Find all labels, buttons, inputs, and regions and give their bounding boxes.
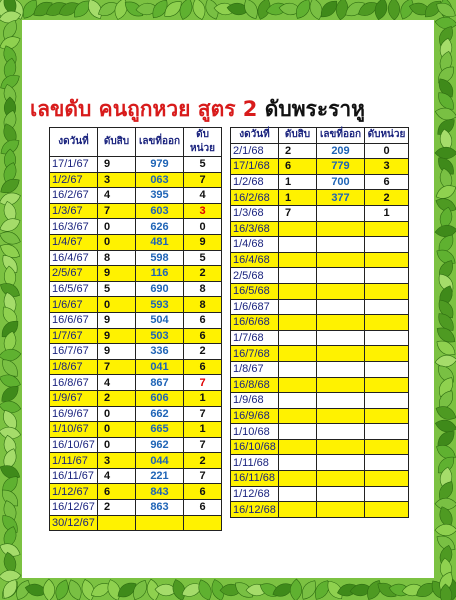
table-row (231, 408, 409, 424)
ten-cell (279, 315, 317, 331)
number-cell (317, 377, 365, 393)
ten-cell: 7 (279, 205, 317, 221)
unit-cell: 8 (184, 297, 222, 313)
unit-cell: 8 (184, 281, 222, 297)
date-cell: 16/10/68 (231, 439, 279, 455)
number-cell: 700 (317, 174, 365, 190)
number-cell (317, 486, 365, 502)
number-cell (317, 315, 365, 331)
date-cell: 1/3/68 (231, 205, 279, 221)
header-ten: ดับสิบ (98, 128, 136, 157)
ten-cell: 5 (98, 281, 136, 297)
date-cell: 1/12/67 (50, 484, 98, 500)
title-sub: ดับพระราหู (264, 97, 366, 121)
unit-cell: 7 (184, 172, 222, 188)
table-row (231, 190, 409, 206)
ten-cell: 2 (98, 500, 136, 516)
table-row (231, 424, 409, 440)
unit-cell (365, 408, 409, 424)
ten-cell: 8 (98, 250, 136, 266)
number-cell (317, 502, 365, 518)
unit-cell: 6 (365, 174, 409, 190)
date-cell: 1/10/67 (50, 422, 98, 438)
number-cell: 665 (136, 422, 184, 438)
date-cell: 16/10/67 (50, 437, 98, 453)
date-cell: 1/10/68 (231, 424, 279, 440)
ten-cell (279, 268, 317, 284)
unit-cell: 6 (184, 484, 222, 500)
table-row (50, 500, 222, 516)
table-row (50, 188, 222, 204)
table-row (50, 437, 222, 453)
unit-cell (365, 424, 409, 440)
table-row (231, 455, 409, 471)
table-row (231, 143, 409, 159)
table-row (231, 159, 409, 175)
number-cell: 336 (136, 344, 184, 360)
table-row (50, 234, 222, 250)
table-row (231, 486, 409, 502)
table-row (231, 361, 409, 377)
table-row (50, 328, 222, 344)
table-row (50, 172, 222, 188)
date-cell: 1/2/68 (231, 174, 279, 190)
right-results-table (230, 127, 409, 518)
date-cell: 17/1/68 (231, 159, 279, 175)
number-cell (317, 299, 365, 315)
number-cell (317, 221, 365, 237)
ten-cell: 0 (98, 406, 136, 422)
date-cell: 1/3/67 (50, 203, 98, 219)
table-row (50, 344, 222, 360)
unit-cell: 1 (184, 422, 222, 438)
unit-cell: 7 (184, 406, 222, 422)
table-row (231, 315, 409, 331)
table-row (50, 297, 222, 313)
ten-cell (279, 408, 317, 424)
ten-cell: 0 (98, 297, 136, 313)
ten-cell (279, 237, 317, 253)
table-row (231, 237, 409, 253)
date-cell: 17/1/67 (50, 157, 98, 173)
right-table-body (231, 143, 409, 517)
table-row (231, 330, 409, 346)
number-cell: 867 (136, 375, 184, 391)
date-cell: 16/8/68 (231, 377, 279, 393)
table-row (231, 346, 409, 362)
date-cell: 16/11/67 (50, 468, 98, 484)
unit-cell (184, 515, 222, 531)
table-row (50, 390, 222, 406)
number-cell: 662 (136, 406, 184, 422)
unit-cell: 2 (184, 266, 222, 282)
date-cell: 1/11/68 (231, 455, 279, 471)
ten-cell (279, 502, 317, 518)
page-title (30, 93, 365, 126)
number-cell (317, 330, 365, 346)
ten-cell (279, 283, 317, 299)
number-cell (317, 471, 365, 487)
date-cell: 16/3/67 (50, 219, 98, 235)
ten-cell: 6 (98, 484, 136, 500)
number-cell: 962 (136, 437, 184, 453)
number-cell: 504 (136, 312, 184, 328)
ten-cell: 9 (98, 266, 136, 282)
unit-cell: 4 (184, 188, 222, 204)
date-cell: 1/4/68 (231, 237, 279, 253)
number-cell (317, 252, 365, 268)
number-cell: 626 (136, 219, 184, 235)
table-row (50, 375, 222, 391)
unit-cell (365, 315, 409, 331)
table-row (231, 393, 409, 409)
left-results-table (49, 127, 222, 531)
table-row (50, 359, 222, 375)
ten-cell (279, 393, 317, 409)
leaf-decoration (43, 579, 55, 600)
date-cell: 1/8/67 (50, 359, 98, 375)
ten-cell: 7 (98, 359, 136, 375)
table-row (231, 268, 409, 284)
left-table-body (50, 157, 222, 531)
date-cell: 1/11/67 (50, 453, 98, 469)
unit-cell (365, 486, 409, 502)
number-cell: 063 (136, 172, 184, 188)
unit-cell (365, 471, 409, 487)
unit-cell (365, 330, 409, 346)
number-cell: 606 (136, 390, 184, 406)
table-row (231, 221, 409, 237)
unit-cell (365, 237, 409, 253)
date-cell: 1/9/68 (231, 393, 279, 409)
ten-cell (279, 377, 317, 393)
table-row (231, 205, 409, 221)
leaf-decoration (190, 0, 207, 21)
unit-cell: 6 (184, 359, 222, 375)
ten-cell: 0 (98, 422, 136, 438)
unit-cell (365, 299, 409, 315)
leaf-decoration (290, 579, 303, 600)
date-cell: 16/4/68 (231, 252, 279, 268)
number-cell: 979 (136, 157, 184, 173)
ten-cell: 0 (98, 234, 136, 250)
unit-cell: 0 (184, 219, 222, 235)
unit-cell (365, 221, 409, 237)
number-cell: 503 (136, 328, 184, 344)
unit-cell: 1 (365, 205, 409, 221)
header-number: เลขที่ออก (317, 128, 365, 144)
number-cell: 209 (317, 143, 365, 159)
ten-cell (279, 346, 317, 362)
unit-cell: 5 (184, 250, 222, 266)
unit-cell (365, 393, 409, 409)
unit-cell (365, 502, 409, 518)
number-cell (317, 237, 365, 253)
table-row (50, 515, 222, 531)
table-row (50, 250, 222, 266)
date-cell: 16/2/67 (50, 188, 98, 204)
number-cell (317, 455, 365, 471)
unit-cell: 6 (184, 500, 222, 516)
date-cell: 2/5/68 (231, 268, 279, 284)
leaf-decoration (434, 16, 456, 30)
ten-cell: 9 (98, 157, 136, 173)
ten-cell: 4 (98, 188, 136, 204)
ten-cell: 4 (98, 468, 136, 484)
number-cell (317, 205, 365, 221)
unit-cell: 6 (184, 312, 222, 328)
table-row (50, 281, 222, 297)
leaf-decoration (0, 229, 22, 247)
date-cell: 16/6/67 (50, 312, 98, 328)
table-row (50, 422, 222, 438)
date-cell: 16/11/68 (231, 471, 279, 487)
unit-cell: 9 (184, 234, 222, 250)
ten-cell: 9 (98, 312, 136, 328)
unit-cell: 2 (184, 453, 222, 469)
table-row (231, 299, 409, 315)
number-cell (317, 393, 365, 409)
ten-cell (279, 439, 317, 455)
unit-cell (365, 455, 409, 471)
table-row (231, 502, 409, 518)
ten-cell: 7 (98, 203, 136, 219)
ten-cell: 3 (98, 172, 136, 188)
title-main: เลขดับ คนถูกหวย สูตร 2 (30, 97, 258, 121)
number-cell: 221 (136, 468, 184, 484)
header-number: เลขที่ออก (136, 128, 184, 157)
ten-cell: 9 (98, 328, 136, 344)
number-cell (317, 439, 365, 455)
unit-cell: 7 (184, 437, 222, 453)
leaf-decoration (0, 570, 21, 583)
date-cell: 1/8/67 (231, 361, 279, 377)
number-cell: 690 (136, 281, 184, 297)
unit-cell: 7 (184, 375, 222, 391)
number-cell (317, 361, 365, 377)
unit-cell (365, 283, 409, 299)
date-cell: 16/12/68 (231, 502, 279, 518)
number-cell: 843 (136, 484, 184, 500)
header-unit: ดับหน่วย (365, 128, 409, 144)
ten-cell (279, 424, 317, 440)
date-cell: 16/8/67 (50, 375, 98, 391)
number-cell: 598 (136, 250, 184, 266)
header-date: งดวันที่ (231, 128, 279, 144)
unit-cell (365, 377, 409, 393)
ten-cell (279, 471, 317, 487)
table-row (231, 252, 409, 268)
unit-cell: 2 (365, 190, 409, 206)
unit-cell: 7 (184, 468, 222, 484)
date-cell: 30/12/67 (50, 515, 98, 531)
header-date: งดวันที่ (50, 128, 98, 157)
number-cell: 481 (136, 234, 184, 250)
leaf-decoration (434, 354, 456, 368)
date-cell: 1/7/67 (50, 328, 98, 344)
ten-cell: 1 (279, 174, 317, 190)
ten-cell: 0 (98, 437, 136, 453)
table-row (50, 203, 222, 219)
unit-cell (365, 346, 409, 362)
table-row (231, 174, 409, 190)
date-cell: 1/7/68 (231, 330, 279, 346)
table-row (50, 406, 222, 422)
table-row (231, 377, 409, 393)
unit-cell: 1 (184, 390, 222, 406)
unit-cell: 6 (184, 328, 222, 344)
table-row (50, 453, 222, 469)
number-cell: 863 (136, 500, 184, 516)
ten-cell: 2 (279, 143, 317, 159)
date-cell: 16/5/68 (231, 283, 279, 299)
table-row (50, 219, 222, 235)
date-cell: 16/9/67 (50, 406, 98, 422)
number-cell (317, 408, 365, 424)
unit-cell: 2 (184, 344, 222, 360)
leaf-decoration (435, 147, 456, 159)
ten-cell (279, 330, 317, 346)
unit-cell: 3 (184, 203, 222, 219)
date-cell: 1/9/67 (50, 390, 98, 406)
date-cell: 1/6/687 (231, 299, 279, 315)
leaf-decoration (388, 0, 400, 20)
ten-cell (98, 515, 136, 531)
number-cell (317, 346, 365, 362)
date-cell: 1/12/68 (231, 486, 279, 502)
date-cell: 2/1/68 (231, 143, 279, 159)
ten-cell: 0 (98, 219, 136, 235)
ten-cell: 6 (279, 159, 317, 175)
unit-cell: 5 (184, 157, 222, 173)
ten-cell: 9 (98, 344, 136, 360)
ten-cell (279, 486, 317, 502)
header-ten: ดับสิบ (279, 128, 317, 144)
ten-cell (279, 455, 317, 471)
number-cell: 116 (136, 266, 184, 282)
table-row (231, 439, 409, 455)
number-cell: 041 (136, 359, 184, 375)
number-cell (136, 515, 184, 531)
date-cell: 1/4/67 (50, 234, 98, 250)
number-cell (317, 283, 365, 299)
number-cell: 593 (136, 297, 184, 313)
leaf-decoration (435, 524, 456, 536)
ten-cell (279, 221, 317, 237)
table-row (50, 468, 222, 484)
ten-cell: 4 (98, 375, 136, 391)
date-cell: 16/3/68 (231, 221, 279, 237)
number-cell (317, 268, 365, 284)
unit-cell (365, 252, 409, 268)
ten-cell (279, 252, 317, 268)
unit-cell: 0 (365, 143, 409, 159)
number-cell: 377 (317, 190, 365, 206)
date-cell: 16/7/68 (231, 346, 279, 362)
date-cell: 16/2/68 (231, 190, 279, 206)
number-cell: 603 (136, 203, 184, 219)
date-cell: 1/6/67 (50, 297, 98, 313)
table-row (231, 471, 409, 487)
date-cell: 16/12/67 (50, 500, 98, 516)
date-cell: 16/7/67 (50, 344, 98, 360)
ten-cell (279, 299, 317, 315)
ten-cell (279, 361, 317, 377)
number-cell: 779 (317, 159, 365, 175)
unit-cell: 3 (365, 159, 409, 175)
date-cell: 16/4/67 (50, 250, 98, 266)
ten-cell: 1 (279, 190, 317, 206)
table-row (50, 484, 222, 500)
date-cell: 16/5/67 (50, 281, 98, 297)
date-cell: 2/5/67 (50, 266, 98, 282)
ten-cell: 3 (98, 453, 136, 469)
unit-cell (365, 439, 409, 455)
number-cell: 395 (136, 188, 184, 204)
number-cell: 044 (136, 453, 184, 469)
table-row (50, 157, 222, 173)
table-row (50, 312, 222, 328)
number-cell (317, 424, 365, 440)
unit-cell (365, 268, 409, 284)
date-cell: 16/6/68 (231, 315, 279, 331)
ten-cell: 2 (98, 390, 136, 406)
date-cell: 1/2/67 (50, 172, 98, 188)
date-cell: 16/9/68 (231, 408, 279, 424)
unit-cell (365, 361, 409, 377)
header-unit: ดับหน่วย (184, 128, 222, 157)
table-row (50, 266, 222, 282)
table-row (231, 283, 409, 299)
